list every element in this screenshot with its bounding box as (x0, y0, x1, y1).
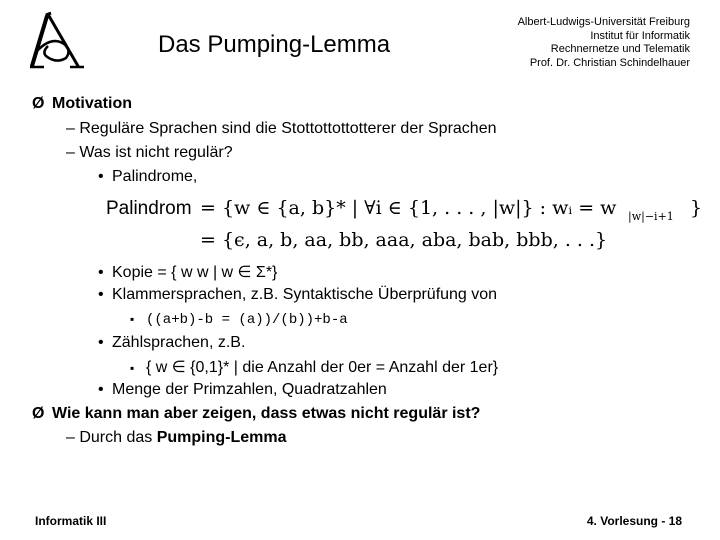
sub-bullet-not-regular: – Was ist nicht regulär? (66, 144, 233, 161)
bullet-text-bold: Pumping-Lemma (156, 429, 287, 446)
square-bullet-icon: ▪ (130, 361, 135, 375)
dot-bullet-icon: • (98, 381, 104, 398)
bullet-text: – Durch das (66, 429, 157, 446)
sub-bullet-regular: – Reguläre Sprachen sind die Stottottottotterer der Sprachen (66, 120, 497, 137)
institution-line: Institut für Informatik (590, 29, 690, 42)
bullet-klammer (98, 286, 497, 304)
bullet-palindrome (98, 168, 197, 186)
arrow-bullet-icon: Ø (32, 405, 45, 422)
bullet-text: Motivation (52, 95, 132, 112)
footer-page: 4. Vorlesung - 18 (586, 514, 682, 528)
bullet-text: ((a+b)-b = (a))/(b))+b-a (146, 312, 348, 328)
dot-bullet-icon: • (98, 286, 104, 303)
bullet-motivation (32, 95, 132, 113)
bullet-text: { w ∈ {0,1}* | die Anzahl der 0er = Anzahl der 1er} (146, 359, 499, 376)
institution-block (518, 16, 690, 70)
bullet-zaehl-example (130, 357, 498, 377)
bullet-text: Kopie = { w w | w ∈ Σ*} (112, 264, 278, 281)
footer-course: Informatik III (35, 514, 107, 528)
institution-line: Prof. Dr. Christian Schindelhauer (529, 56, 690, 69)
bullet-text: Menge der Primzahlen, Quadratzahlen (112, 381, 387, 398)
formula-line2: = {ϵ, a, b, aa, bb, aaa, aba, bab, bbb, . . .} (200, 229, 608, 251)
bullet-klammer-example (130, 310, 348, 328)
formula-label: Palindrom (106, 198, 192, 219)
formula-subscript: |w|−i+1 (628, 210, 674, 223)
university-logo-icon (26, 10, 88, 72)
formula-line1: = {w ∈ {a, b}* | ∀i ∈ {1, . . . , |w|} : wᵢ = w (200, 197, 617, 219)
bullet-text: Klammersprachen, z.B. Syntaktische Überprüfung von (112, 286, 498, 303)
bullet-kopie (98, 262, 277, 282)
bullet-text: Zählsprachen, z.B. (112, 334, 246, 351)
formula-line1-end: } (690, 197, 703, 219)
dot-bullet-icon: • (98, 334, 104, 351)
palindrome-formula (104, 190, 704, 260)
square-bullet-icon: ▪ (130, 312, 135, 326)
bullet-zaehl (98, 334, 245, 352)
bullet-text: Palindrome, (112, 168, 198, 185)
institution-line: Albert-Ludwigs-Universität Freiburg (517, 16, 690, 28)
sub-bullet-pumping (66, 429, 287, 447)
bullet-wie-kann (32, 405, 480, 423)
dot-bullet-icon: • (98, 168, 104, 185)
dot-bullet-icon: • (98, 264, 104, 281)
bullet-text: Wie kann man aber zeigen, dass etwas nicht regulär ist? (52, 405, 481, 422)
institution-line: Rechnernetze und Telematik (550, 43, 690, 56)
arrow-bullet-icon: Ø (32, 95, 45, 112)
bullet-primzahlen (98, 381, 387, 399)
page-title: Das Pumping-Lemma (158, 31, 391, 58)
